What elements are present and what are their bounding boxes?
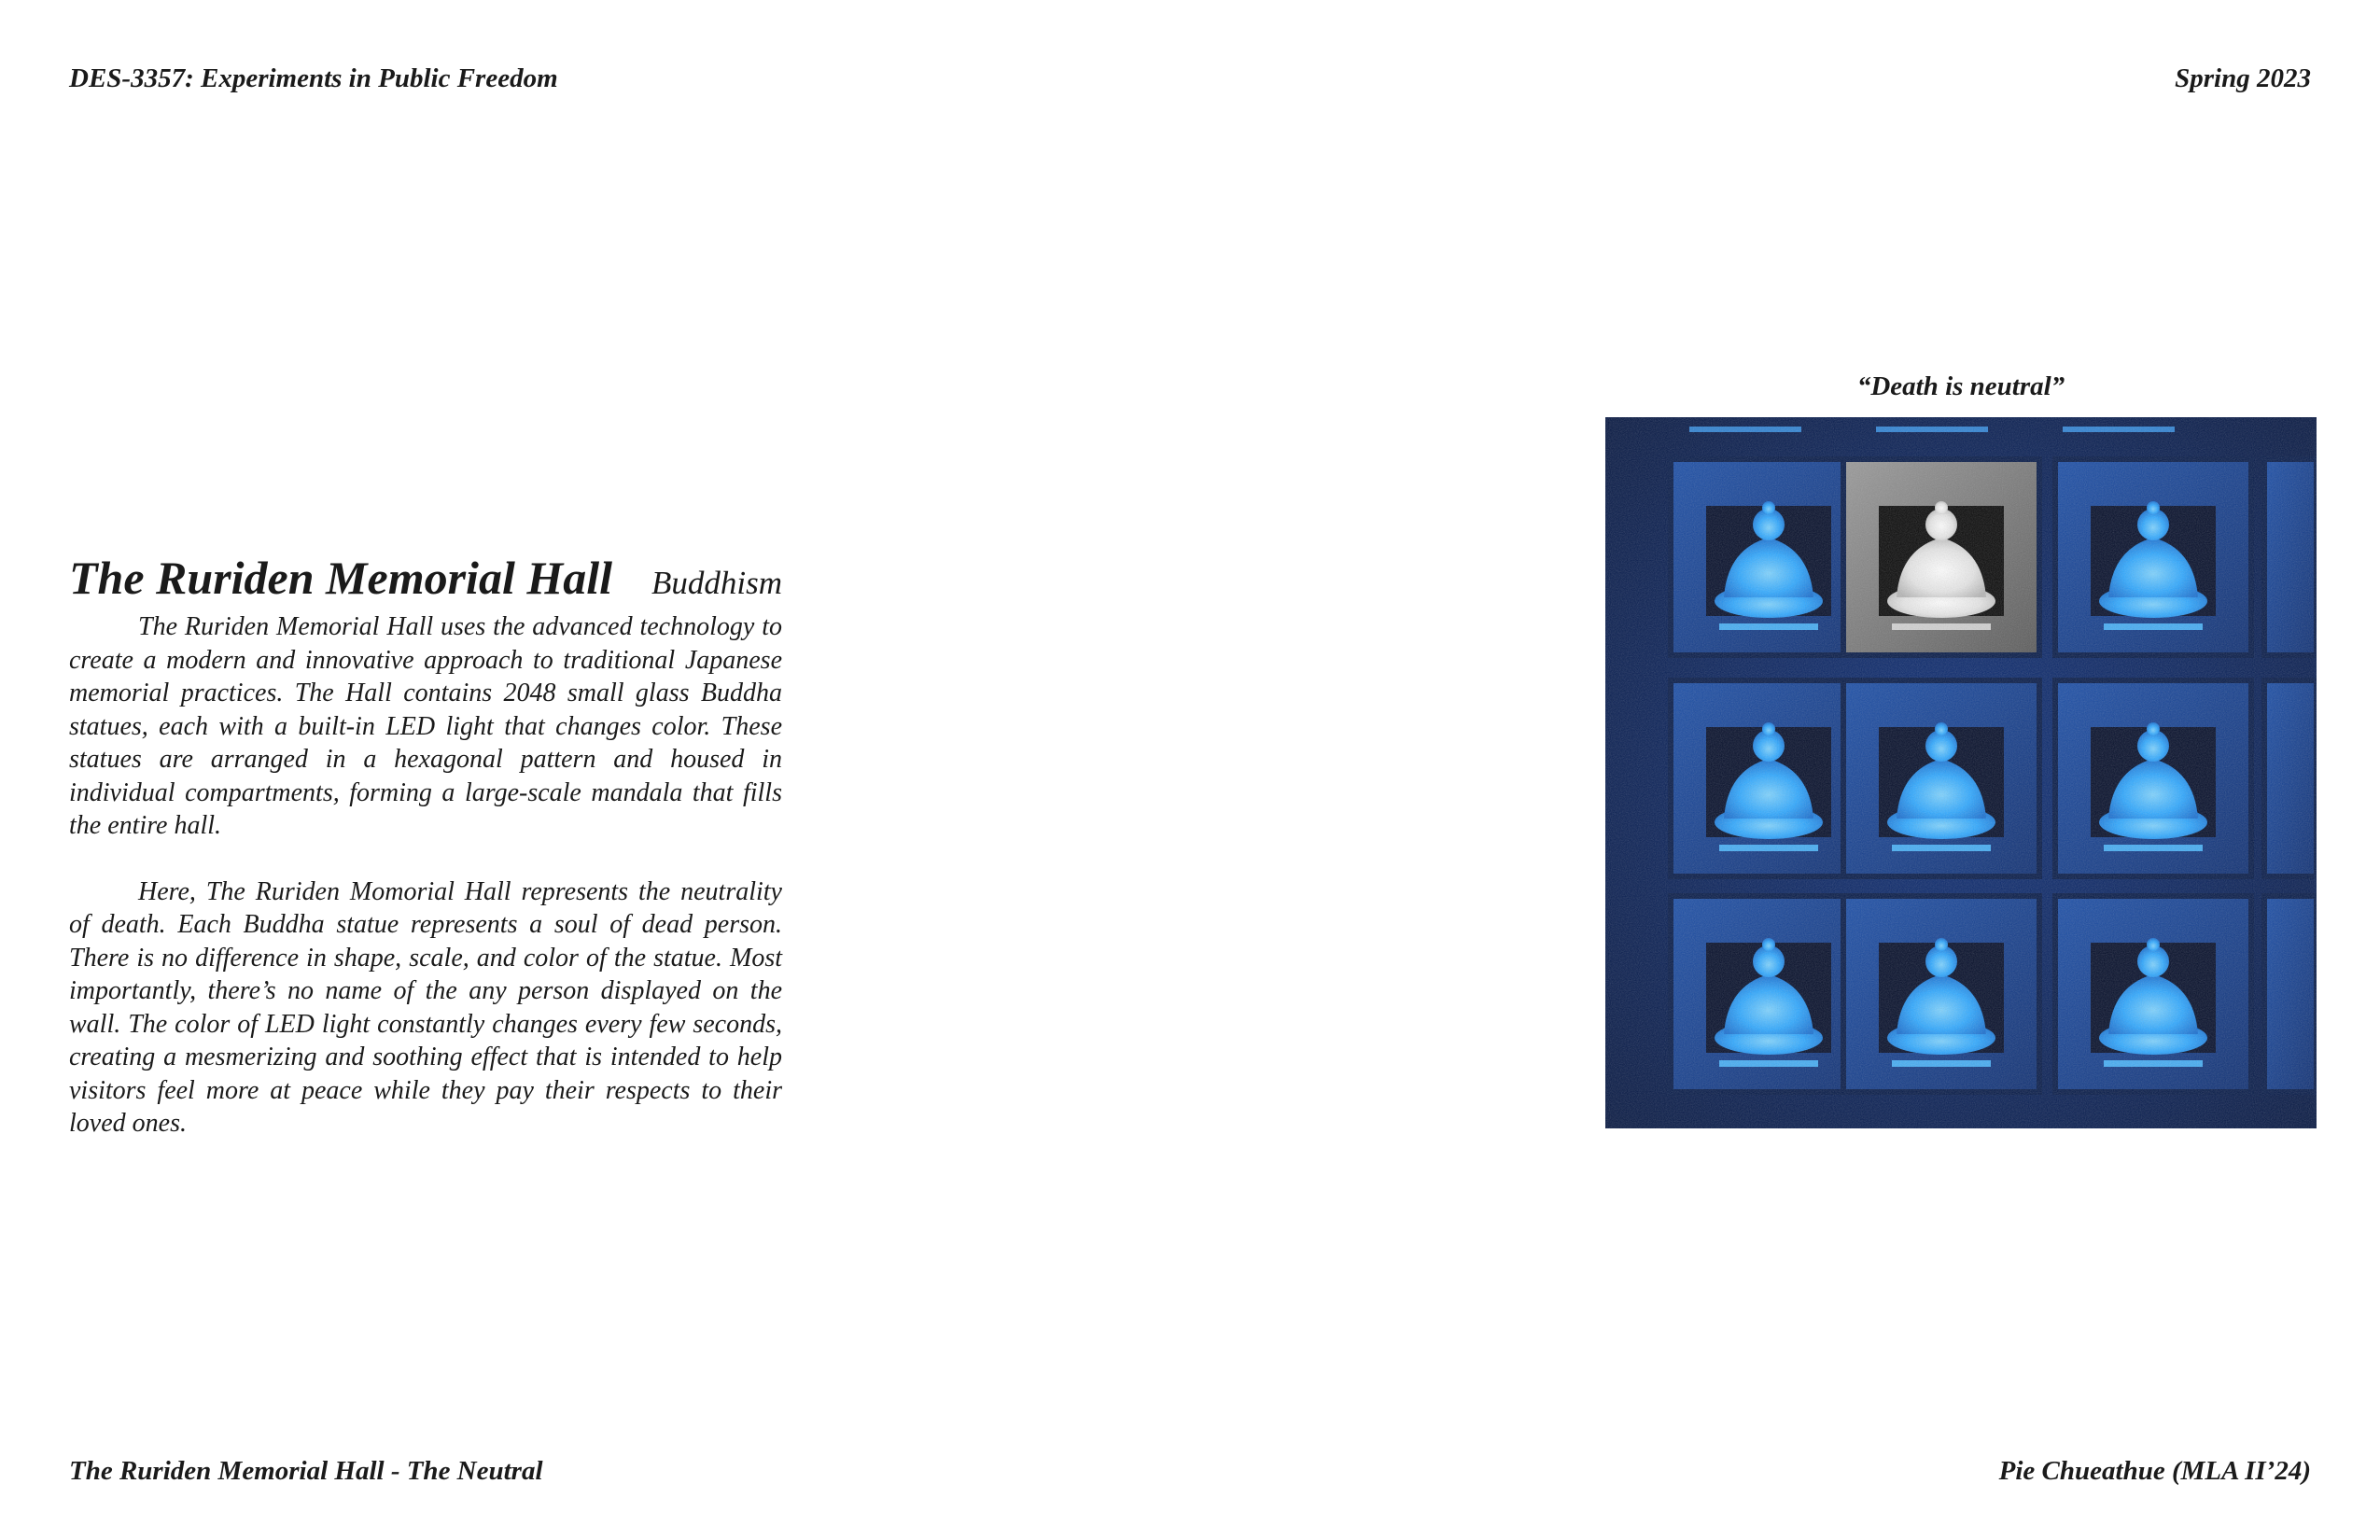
term-label: Spring 2023	[2175, 63, 2311, 93]
page-title: The Ruriden Memorial Hall	[69, 552, 613, 604]
paragraph-meaning: Here, The Ruriden Momorial Hall represents the neutrality of death. Each Buddha statue represents a soul of dead person. There is no difference in shape, scale, and color of the statue. Most importantly, there’s no name of the any person displayed on the wall. The color of LED light constantly changes every few seconds, creating a mesmerizing and soothing effect that is intended to help visitors feel more at peace while they pay their respects to their loved ones.	[69, 876, 782, 1138]
article	[69, 551, 782, 1141]
footer-section: The Ruriden Memorial Hall - The Neutral	[69, 1456, 543, 1486]
title-row	[69, 551, 782, 605]
paragraph-intro: The Ruriden Memorial Hall uses the advanced technology to create a modern and innovative approach to traditional Japanese memorial practices. The Hall contains 2048 small glass Buddha statues, each with a built-in LED light that changes color. These statues are arranged in a hexagonal pattern and housed in individual compartments, forming a large-scale mandala that fills the entire hall.	[69, 612, 782, 840]
buddha-statues-photo	[1605, 417, 2317, 1128]
photo-grain	[1605, 417, 2317, 1128]
course-title: DES-3357: Experiments in Public Freedom	[69, 63, 558, 93]
category-label: Buddhism	[651, 565, 782, 601]
footer-author: Pie Chueathue (MLA II’24)	[1998, 1456, 2311, 1486]
figure-caption: “Death is neutral”	[1856, 371, 2065, 401]
statue-grid	[1605, 417, 2317, 1128]
